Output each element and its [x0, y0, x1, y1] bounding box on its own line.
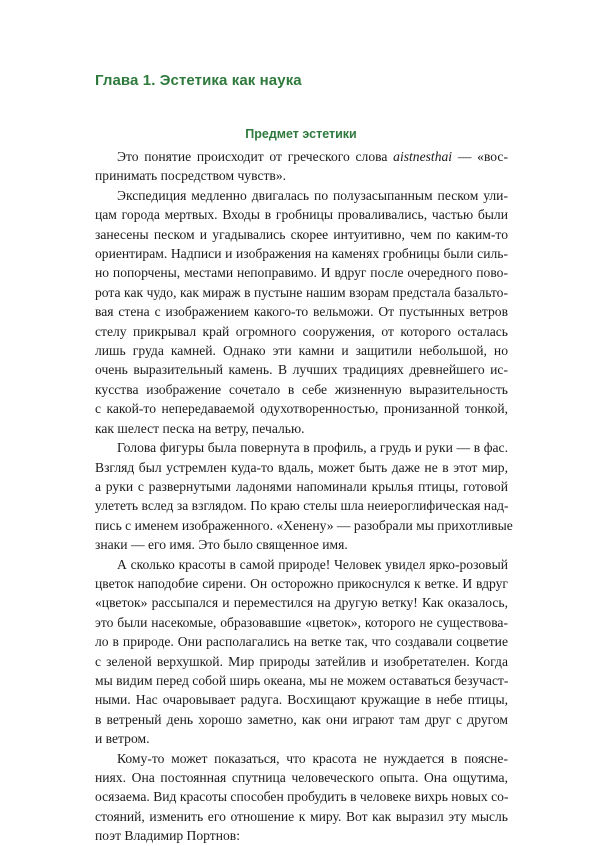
- text-line: но попорчены, местами непоправимо. И вдруг после очередного пово-: [95, 265, 508, 281]
- text-line: мы видим перед собой ширь океана, мы не можем оставаться безучаст-: [95, 672, 509, 688]
- paragraph: [95, 147, 508, 186]
- text-line: и ветром.: [95, 731, 150, 747]
- text-line: поэт Владимир Портнов:: [95, 828, 240, 844]
- text-line: цам города мертвых. Входы в гробницы проваливались, частью были: [95, 207, 508, 223]
- paragraph: [95, 186, 508, 438]
- text-line: Это понятие происходит от греческого слова aistnesthai — «вос-: [117, 149, 508, 164]
- chapter-title: Глава 1. Эстетика как наука: [95, 72, 302, 89]
- text-line: как шелест песка на ветру, печалью.: [95, 420, 305, 436]
- text-line: рота как чудо, как мираж в пустыне нашим взорам предстала базальто-: [95, 284, 508, 300]
- text-line: стелу прикрывал край огромного сооружения, от которого осталась: [95, 323, 508, 339]
- paragraph: [95, 749, 508, 846]
- text-line: с какой-то непередаваемой одухотворенностью, пронизанной тонкой,: [95, 401, 508, 417]
- text-line: кусства изображение сочетало в себе жизненную выразительность: [95, 381, 508, 397]
- text-line: Экспедиция медленно двигалась по полузасыпанным песком ули-: [117, 187, 508, 203]
- text-line: с зеленой верхушкой. Мир природы затейлив и изобретателен. Когда: [95, 653, 508, 669]
- text-line: стояний, изменить его отношение к миру. Вот как выразил эту мысль: [95, 808, 508, 824]
- paragraph: [95, 438, 513, 554]
- text-line: принимать посредством чувств».: [95, 168, 287, 184]
- text-line: «цветок» рассыпался и переместился на другую ветку! Как оказалось,: [95, 595, 508, 611]
- text-line: улететь вслед за взглядом. По краю стелы шла неиероглифическая над-: [95, 498, 509, 514]
- paragraph: [95, 555, 508, 749]
- section-title: Предмет эстетики: [245, 127, 357, 141]
- text-line: Кому-то может показаться, что красота не нуждается в поясне-: [117, 750, 508, 766]
- text-line: ниях. Она постоянная спутница человеческого опыта. Она ощутима,: [95, 770, 508, 785]
- text-line: Голова фигуры была повернута в профиль, а грудь и руки — в фас.: [117, 440, 508, 456]
- text-line: осязаема. Вид красоты способен пробудить в человеке вихрь новых со-: [95, 789, 509, 805]
- text-line: а руки с развернутыми ладонями напоминали крылья птицы, готовой: [95, 478, 508, 494]
- text-line: лишь груда камней. Однако эти камни и защитили небольшой, но: [95, 343, 508, 359]
- text-line: в ветреный день хорошо заметно, как они играют там друг с другом: [95, 711, 508, 727]
- text-line: это были насекомые, образовавшие «цветок», которого не существова-: [95, 614, 508, 630]
- body-text: [95, 147, 513, 846]
- text-line: ориентирам. Надписи и изображения на каменях гробницы были силь-: [95, 246, 508, 262]
- text-line: ло в природе. Они располагались на ветке так, что создавали соцветие: [95, 634, 508, 650]
- text-line: ными. Нас очаровывает радуга. Восхищают кружащие в небе птицы,: [95, 692, 508, 708]
- text-line: Взгляд был устремлен куда-то вдаль, может быть даже не в этот мир,: [95, 459, 508, 475]
- text-line: вая стена с изображением какого-то вельможи. От пустынных ветров: [95, 304, 508, 320]
- text-line: пись с именем изображенного. «Хенену» — разобрали мы прихотливые: [95, 517, 513, 533]
- text-line: А сколько красоты в самой природе! Человек увидел ярко-розовый: [117, 556, 508, 572]
- text-line: знаки — его имя. Это было священное имя.: [95, 537, 348, 553]
- text-line: цветок наподобие сирени. Он осторожно прикоснулся к ветке. И вдруг: [95, 575, 508, 591]
- text-line: очень выразительный камень. В лучших традициях древнейшего ис-: [95, 362, 508, 378]
- text-line: занесены песком и угадывались скорее интуитивно, чем по каким-то: [95, 226, 508, 242]
